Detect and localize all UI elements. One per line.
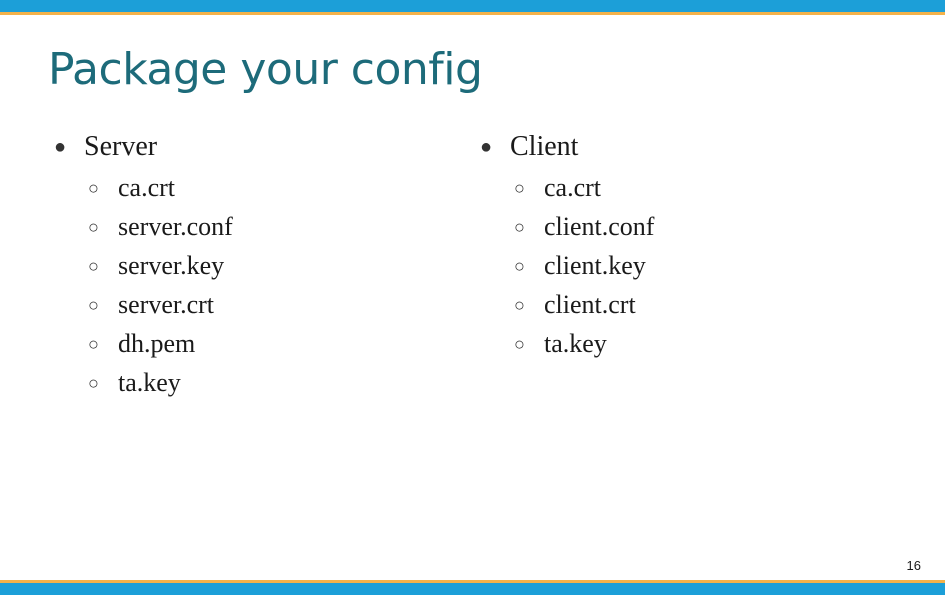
page-number: 16	[906, 558, 921, 573]
hollow-bullet-icon: ○	[88, 294, 99, 315]
bottom-accent-bar	[0, 580, 945, 595]
client-column	[480, 128, 654, 363]
file-name: ta.key	[544, 328, 607, 358]
bullet-icon: ●	[54, 136, 67, 158]
server-heading	[54, 128, 233, 166]
client-label: Client	[510, 131, 579, 162]
list-item	[54, 324, 233, 363]
file-name: server.key	[118, 250, 225, 280]
file-name: server.crt	[118, 289, 215, 319]
list-item	[480, 285, 654, 324]
file-name: dh.pem	[118, 328, 196, 358]
hollow-bullet-icon: ○	[88, 216, 99, 237]
server-column	[54, 128, 233, 402]
list-item	[54, 168, 233, 207]
hollow-bullet-icon: ○	[88, 255, 99, 276]
file-name: server.conf	[118, 211, 233, 241]
server-label: Server	[84, 131, 158, 162]
hollow-bullet-icon: ○	[88, 372, 99, 393]
hollow-bullet-icon: ○	[514, 333, 525, 354]
list-item	[54, 285, 233, 324]
bullet-icon: ●	[480, 136, 493, 158]
hollow-bullet-icon: ○	[514, 216, 525, 237]
hollow-bullet-icon: ○	[514, 255, 525, 276]
file-name: ca.crt	[118, 172, 176, 202]
list-item	[480, 207, 654, 246]
file-name: ca.crt	[544, 172, 602, 202]
hollow-bullet-icon: ○	[514, 294, 525, 315]
list-item	[54, 363, 233, 402]
file-name: client.conf	[544, 211, 655, 241]
top-accent-bar	[0, 0, 945, 15]
client-file-list	[480, 168, 654, 363]
server-file-list	[54, 168, 233, 402]
list-item	[480, 168, 654, 207]
slide-title: Package your config	[48, 44, 483, 95]
client-heading	[480, 128, 654, 166]
list-item	[480, 324, 654, 363]
hollow-bullet-icon: ○	[88, 333, 99, 354]
list-item	[480, 246, 654, 285]
hollow-bullet-icon: ○	[514, 177, 525, 198]
file-name: client.key	[544, 250, 646, 280]
list-item	[54, 207, 233, 246]
hollow-bullet-icon: ○	[88, 177, 99, 198]
file-name: client.crt	[544, 289, 636, 319]
list-item	[54, 246, 233, 285]
file-name: ta.key	[118, 367, 181, 397]
